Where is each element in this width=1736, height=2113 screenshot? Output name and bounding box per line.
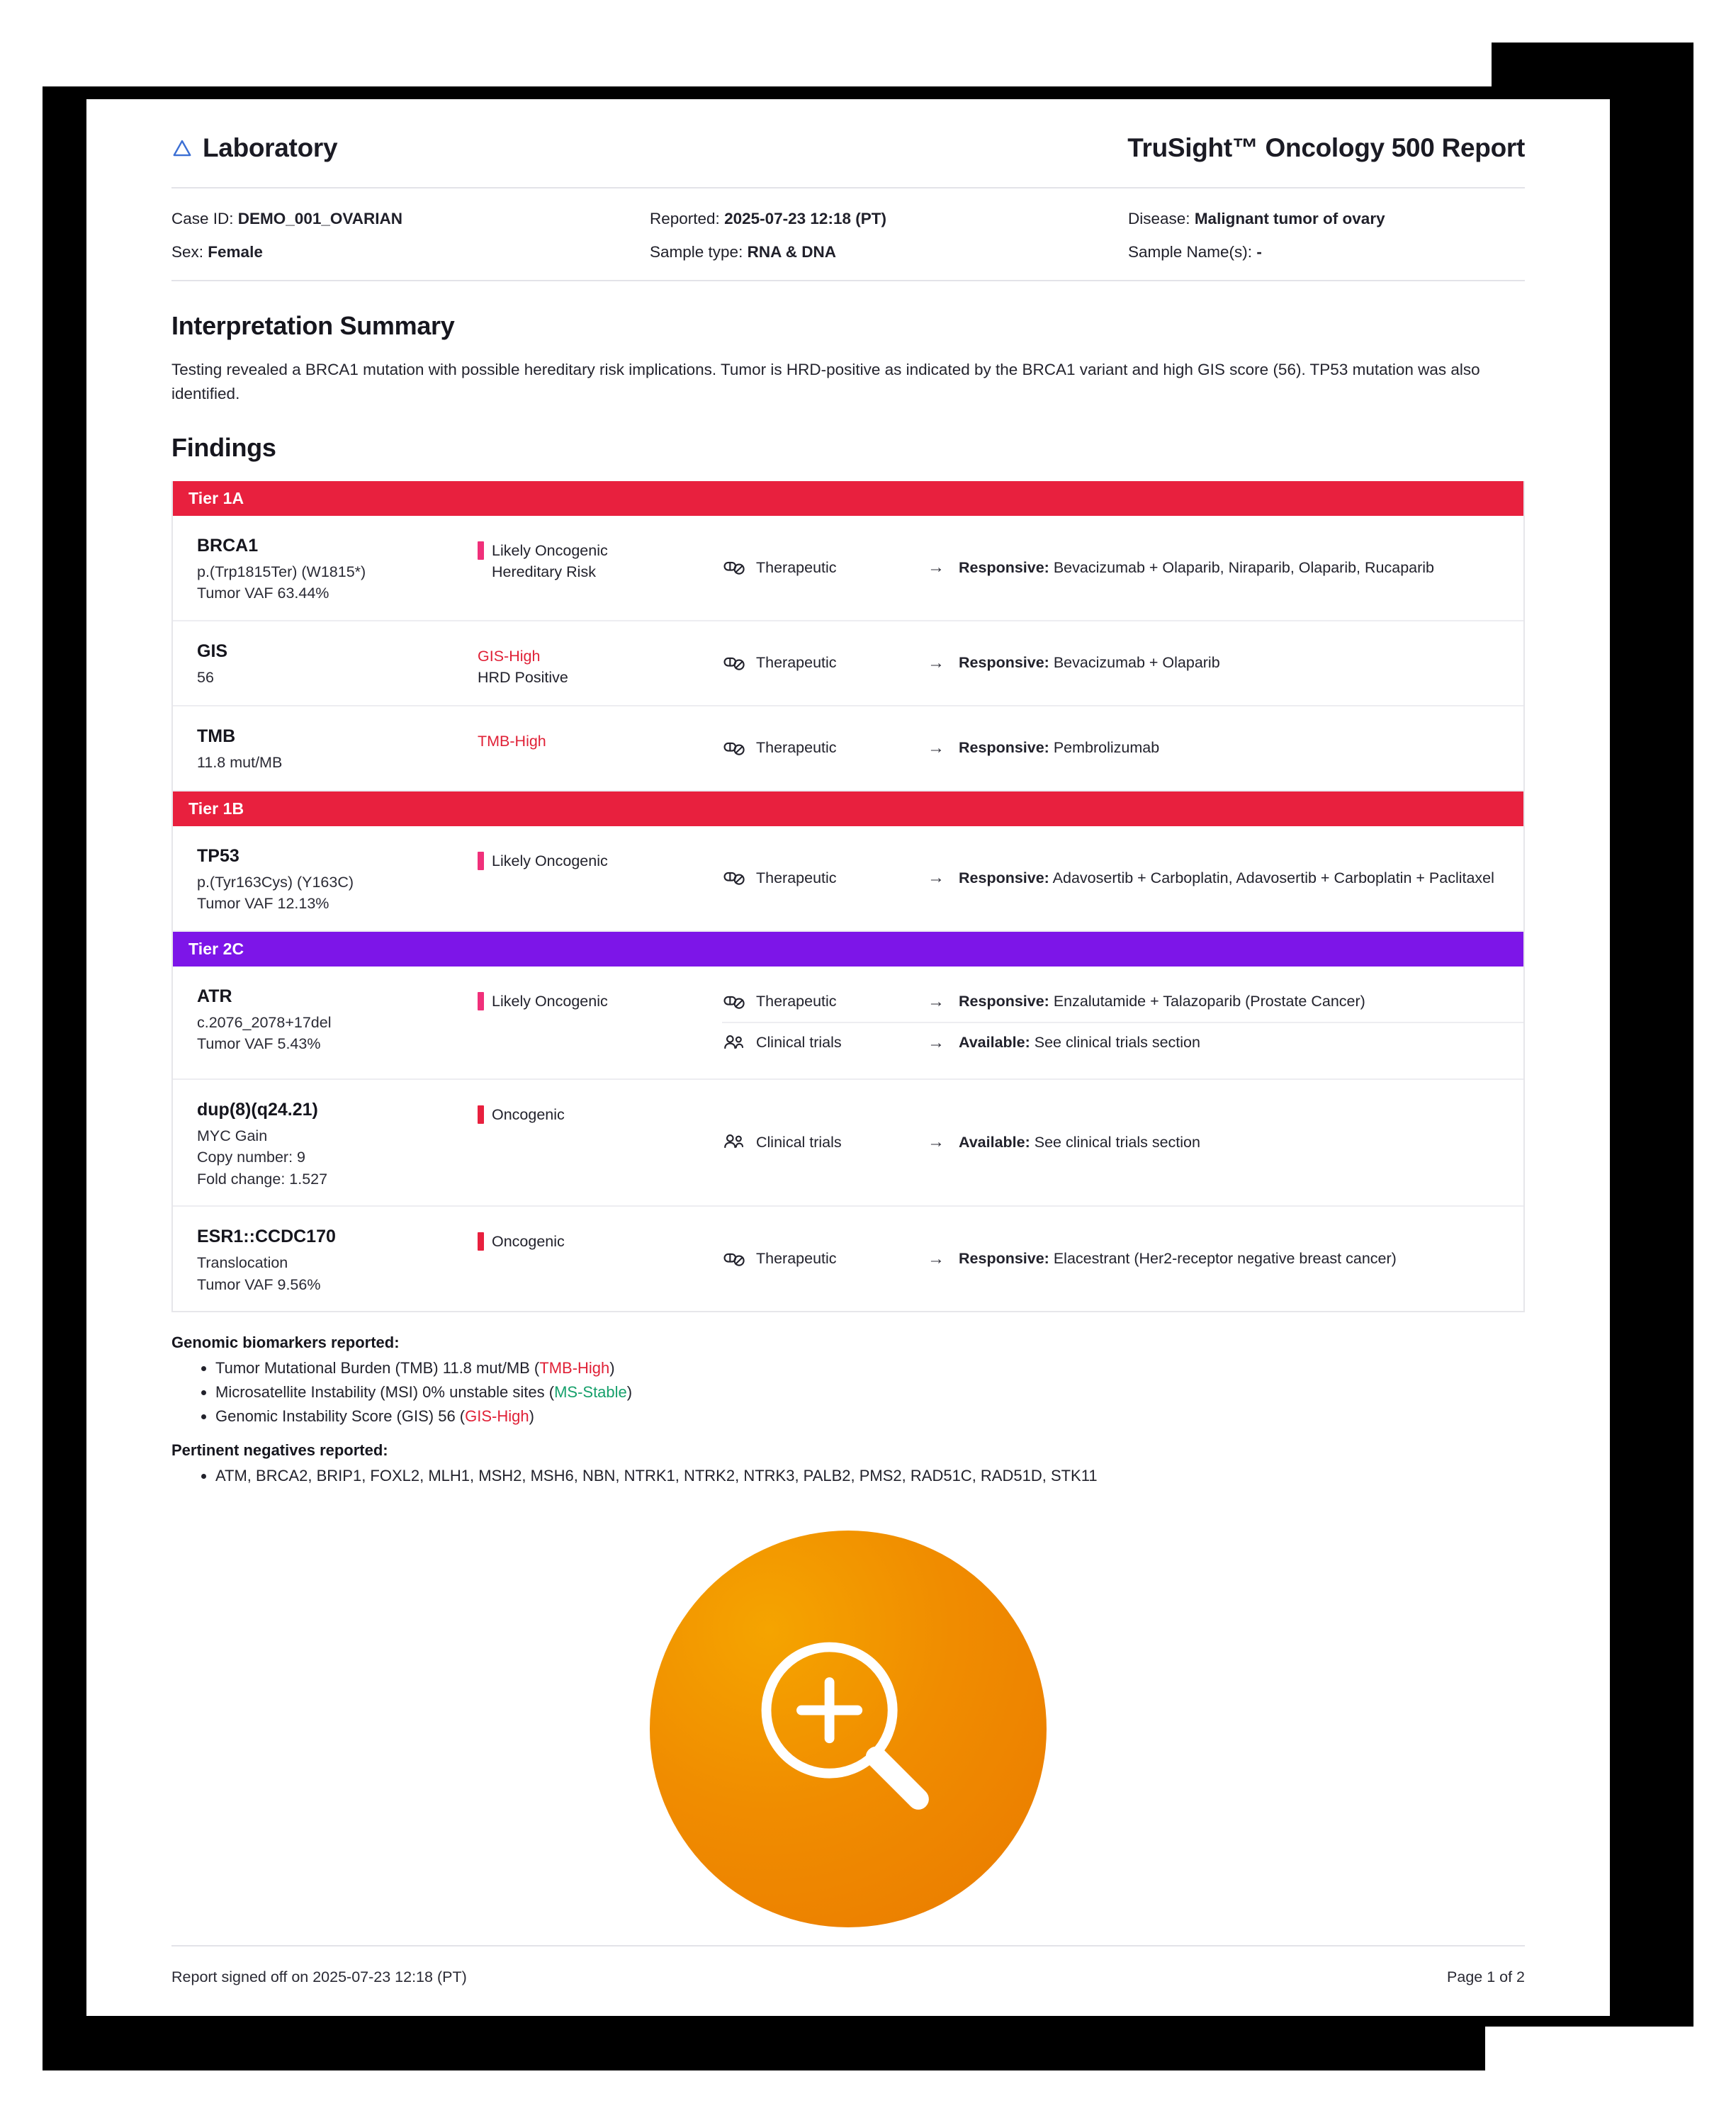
finding-classification-cell	[478, 842, 722, 915]
interpretation-heading: Interpretation Summary	[171, 311, 455, 340]
pill-icon	[722, 651, 746, 675]
meta-disease-label: Disease:	[1128, 210, 1190, 227]
pill-icon	[722, 556, 746, 580]
gene-name: TP53	[197, 845, 239, 866]
pill-icon	[722, 736, 746, 760]
gene-detail: Translocation	[197, 1254, 288, 1272]
meta-reported-value: 2025-07-23 12:18 (PT)	[724, 210, 886, 227]
finding-actions-cell	[722, 722, 1523, 774]
action-detail: Available: See clinical trials section	[959, 1034, 1200, 1052]
table-row[interactable]	[173, 516, 1523, 621]
arrow-right-icon: →	[928, 1032, 945, 1052]
meta-sample-type-value: RNA & DNA	[747, 243, 837, 261]
table-row[interactable]	[173, 706, 1523, 791]
meta-reported-label: Reported:	[650, 210, 720, 227]
negatives-list	[171, 1464, 1525, 1488]
action-type	[722, 651, 928, 675]
action-type	[722, 1130, 928, 1154]
biomarker-status-badge: GIS-High	[465, 1407, 529, 1426]
action-type-label: Therapeutic	[756, 739, 837, 757]
footer-signoff: Report signed off on 2025-07-23 12:18 (PT)	[171, 1968, 467, 1985]
arrow-right-icon: →	[928, 868, 945, 888]
table-row[interactable]	[173, 621, 1523, 706]
action-type	[722, 736, 928, 760]
report-footer	[171, 1968, 1525, 1986]
classification-label: Oncogenic	[492, 1233, 565, 1251]
gene-detail: Tumor VAF 9.56%	[197, 1275, 321, 1293]
gene-detail: c.2076_2078+17del	[197, 1013, 332, 1031]
list-item: • ATM, BRCA2, BRIP1, FOXL2, MLH1, MSH2, MSH6, NBN, NTRK1, NTRK2, NTRK3, PALB2, PMS2, RAD51C, RAD51D, STK11	[215, 1464, 1525, 1488]
finding-action	[722, 728, 1523, 768]
meta-sample-type-label: Sample type:	[650, 243, 743, 261]
finding-gene-cell	[173, 531, 478, 604]
action-type-label: Clinical trials	[756, 1034, 842, 1052]
classification-label: GIS-High	[478, 647, 541, 665]
gene-detail: p.(Trp1815Ter) (W1815*)	[197, 563, 366, 580]
meta-reported	[650, 210, 1128, 228]
finding-action	[722, 548, 1523, 587]
biomarker-status-badge: MS-Stable	[554, 1383, 627, 1402]
finding-classification-cell	[478, 722, 722, 774]
finding-action	[722, 1023, 1523, 1063]
findings-heading: Findings	[171, 432, 276, 462]
backdrop-notch-top-left	[43, 43, 1492, 86]
gene-detail: 11.8 mut/MB	[197, 753, 283, 771]
table-row[interactable]	[173, 1080, 1523, 1207]
gene-detail: Tumor VAF 5.43%	[197, 1035, 321, 1053]
finding-action	[722, 982, 1523, 1023]
classification-chip-icon	[478, 1105, 484, 1124]
gene-detail: Fold change: 1.527	[197, 1170, 328, 1188]
arrow-right-icon: →	[928, 991, 945, 1011]
action-type-label: Therapeutic	[756, 869, 837, 886]
gene-detail: Tumor VAF 63.44%	[197, 585, 329, 602]
backdrop-notch-bottom-right	[1485, 2027, 1736, 2070]
gene-detail: 56	[197, 668, 214, 686]
biomarkers-heading: Genomic biomarkers reported:	[171, 1334, 400, 1352]
meta-disease-value: Malignant tumor of ovary	[1194, 210, 1385, 227]
classification-secondary-label: HRD Positive	[478, 669, 568, 687]
gene-name: TMB	[197, 726, 236, 746]
finding-action	[722, 858, 1523, 898]
action-detail: Responsive: Adavosertib + Carboplatin, Adavosertib + Carboplatin + Paclitaxel	[959, 869, 1494, 886]
finding-action	[722, 643, 1523, 683]
action-detail: Responsive: Bevacizumab + Olaparib	[959, 654, 1220, 672]
gene-name: dup(8)(q24.21)	[197, 1099, 318, 1120]
classification-chip-icon	[478, 541, 484, 560]
list-item: • Genomic Instability Score (GIS) 56 (GIS-High)	[215, 1404, 1525, 1429]
report-header	[86, 99, 1610, 187]
arrow-right-icon: →	[928, 1132, 945, 1152]
gene-detail: Tumor VAF 12.13%	[197, 895, 329, 913]
list-item: • Microsatellite Instability (MSI) 0% unstable sites (MS-Stable)	[215, 1380, 1525, 1404]
action-type-label: Therapeutic	[756, 654, 837, 672]
biomarker-status-badge: TMB-High	[539, 1359, 610, 1377]
action-type	[722, 1031, 928, 1055]
gene-name: ESR1::CCDC170	[197, 1227, 336, 1247]
magnifier-plus-icon	[731, 1612, 965, 1846]
arrow-right-icon: →	[928, 653, 945, 672]
meta-sample-names-value: -	[1256, 243, 1262, 261]
action-type	[722, 556, 928, 580]
arrow-right-icon: →	[928, 558, 945, 577]
action-detail: Responsive: Bevacizumab + Olaparib, Niraparib, Olaparib, Rucaparib	[959, 558, 1434, 576]
finding-classification-cell	[478, 1095, 722, 1190]
lab-brand	[171, 133, 337, 163]
finding-classification-cell	[478, 982, 722, 1063]
finding-actions-cell	[722, 531, 1523, 604]
gene-detail: MYC Gain	[197, 1127, 268, 1144]
list-item: • Tumor Mutational Burden (TMB) 11.8 mut/MB (TMB-High)	[215, 1356, 1525, 1380]
classification-label: Likely Oncogenic	[492, 992, 608, 1010]
biomarkers-block	[171, 1334, 1525, 1488]
finding-classification-cell	[478, 637, 722, 689]
finding-gene-cell	[173, 1095, 478, 1190]
arrow-right-icon: →	[928, 738, 945, 757]
table-row[interactable]	[173, 826, 1523, 932]
finding-actions-cell	[722, 842, 1523, 915]
classification-label: Oncogenic	[492, 1105, 565, 1123]
finding-action	[722, 1239, 1523, 1279]
report-title: TruSight™ Oncology 500 Report	[1127, 133, 1525, 162]
classification-chip-icon	[478, 1232, 484, 1251]
pill-icon	[722, 866, 746, 890]
gene-name: GIS	[197, 641, 228, 661]
watermark-badge	[650, 1531, 1047, 1927]
finding-actions-cell	[722, 982, 1523, 1063]
meta-case-id-label: Case ID:	[171, 210, 234, 227]
meta-sample-names-label: Sample Name(s):	[1128, 243, 1253, 261]
action-type-label: Clinical trials	[756, 1133, 842, 1151]
finding-gene-cell	[173, 637, 478, 689]
pill-icon	[722, 990, 746, 1014]
biomarkers-list	[171, 1356, 1525, 1429]
finding-gene-cell	[173, 842, 478, 915]
finding-actions-cell	[722, 1222, 1523, 1295]
classification-label: Likely Oncogenic	[492, 852, 608, 869]
classification-label: Likely Oncogenic	[492, 541, 608, 559]
action-type-label: Therapeutic	[756, 558, 837, 576]
tier-header: Tier 1A	[173, 481, 1523, 516]
classification-chip-icon	[478, 852, 484, 870]
triangle-warning-icon	[171, 137, 193, 159]
footer-page-number: Page 1 of 2	[1447, 1968, 1525, 1985]
metadata-divider	[171, 280, 1525, 281]
action-detail: Responsive: Pembrolizumab	[959, 739, 1160, 757]
gene-detail: Copy number: 9	[197, 1149, 305, 1166]
action-type-label: Therapeutic	[756, 993, 837, 1010]
finding-classification-cell	[478, 531, 722, 604]
footer-divider	[171, 1945, 1525, 1946]
table-row[interactable]	[173, 967, 1523, 1080]
case-metadata	[86, 188, 1610, 280]
interpretation-text: Testing revealed a BRCA1 mutation with possible hereditary risk implications. Tumor is HRD-positive as indicated by the BRCA1 variant and high GIS score (56). TP53 mutation was also identified.	[171, 361, 1480, 402]
finding-gene-cell	[173, 982, 478, 1063]
gene-name: ATR	[197, 986, 232, 1006]
meta-case-id-value: DEMO_001_OVARIAN	[237, 210, 402, 227]
tier-header: Tier 2C	[173, 932, 1523, 967]
action-detail: Available: See clinical trials section	[959, 1134, 1200, 1151]
finding-gene-cell	[173, 1222, 478, 1295]
action-type-label: Therapeutic	[756, 1250, 837, 1268]
arrow-right-icon: →	[928, 1249, 945, 1268]
people-icon	[722, 1130, 746, 1154]
classification-secondary-label: Hereditary Risk	[492, 563, 596, 581]
finding-action	[722, 1122, 1523, 1162]
action-detail: Responsive: Enzalutamide + Talazoparib (Prostate Cancer)	[959, 993, 1365, 1010]
findings-table	[171, 481, 1525, 1313]
meta-case-id	[171, 210, 650, 228]
meta-sample-type	[650, 243, 1128, 261]
table-row[interactable]	[173, 1207, 1523, 1312]
tier-header: Tier 1B	[173, 791, 1523, 826]
negatives-heading: Pertinent negatives reported:	[171, 1441, 388, 1460]
lab-brand-label: Laboratory	[203, 133, 338, 162]
report-page	[86, 99, 1610, 2016]
gene-detail: p.(Tyr163Cys) (Y163C)	[197, 873, 354, 891]
action-type	[722, 990, 928, 1014]
pill-icon	[722, 1247, 746, 1271]
action-detail: Responsive: Elacestrant (Her2-receptor negative breast cancer)	[959, 1250, 1397, 1268]
meta-disease	[1128, 210, 1525, 228]
meta-sex-value: Female	[208, 243, 263, 261]
people-icon	[722, 1031, 746, 1055]
action-type	[722, 866, 928, 890]
finding-actions-cell	[722, 1095, 1523, 1190]
finding-classification-cell	[478, 1222, 722, 1295]
classification-chip-icon	[478, 992, 484, 1010]
finding-gene-cell	[173, 722, 478, 774]
meta-sample-names	[1128, 243, 1525, 261]
action-type	[722, 1247, 928, 1271]
meta-sex-label: Sex:	[171, 243, 204, 261]
finding-actions-cell	[722, 637, 1523, 689]
classification-label: TMB-High	[478, 732, 546, 750]
gene-name: BRCA1	[197, 535, 259, 556]
meta-sex	[171, 243, 650, 261]
